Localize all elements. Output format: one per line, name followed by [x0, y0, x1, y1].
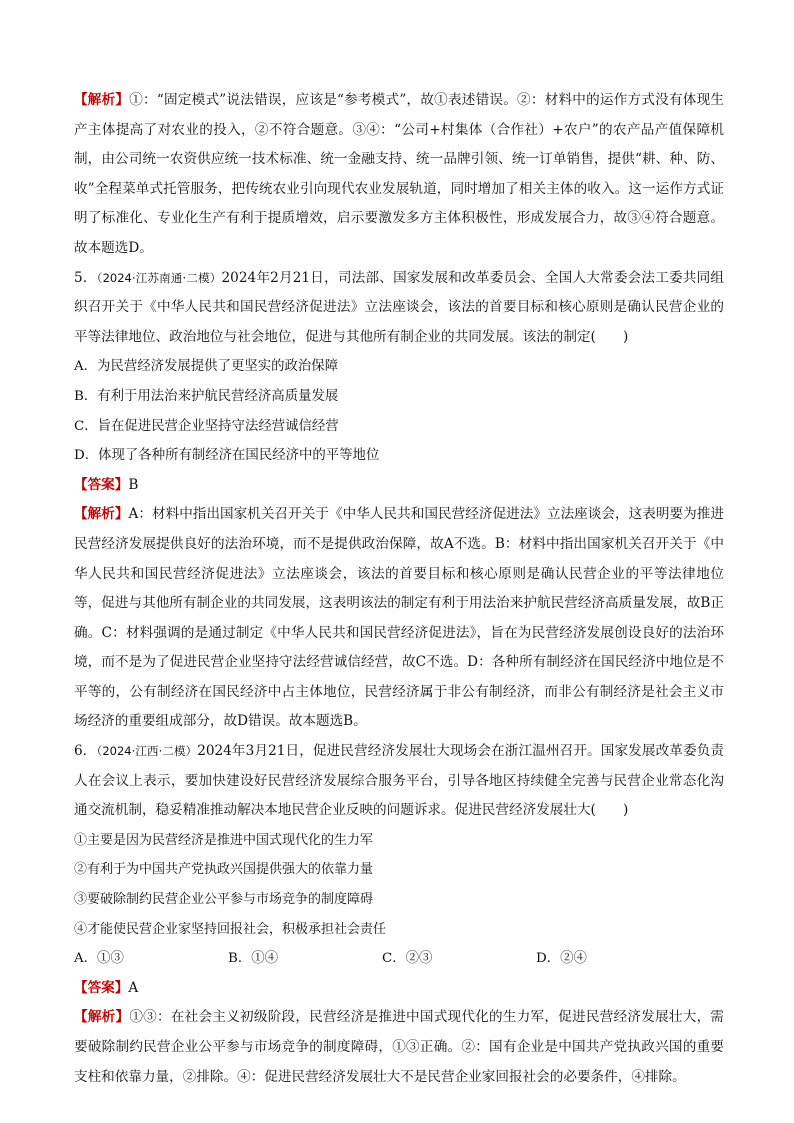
analysis-tag: 【解析】	[74, 92, 130, 108]
q6-statement-4: ④才能使民营企业家坚持回报社会，积极承担社会责任	[74, 921, 387, 937]
question-stem: 2024年3月21日，促进民营经济发展壮大现场会在浙江温州召开。国家发展改革委负责人在会议上表示，要加快建设好民营经济发展综合服务平台，引导各地区持续健全完善与民营企业常态化沟通交流机制，稳妥精准推动解决本地民营企业反映的问题诉求。促进民营经济发展壮大( )	[74, 743, 724, 819]
question-source: （2024·江西·二模）	[96, 744, 198, 759]
q6-analysis	[74, 1003, 724, 1092]
q6-option-a: A．①③	[74, 951, 124, 967]
q5-answer	[74, 471, 724, 501]
q6-answer	[74, 974, 724, 1004]
q6-stem	[74, 737, 724, 826]
q5-analysis	[74, 500, 724, 737]
q6-option-b: B．①④	[228, 951, 279, 967]
q6-statement-2: ②有利于为中国共产党执政兴国提供强大的依靠力量	[74, 862, 374, 878]
answer-tag: 【答案】	[74, 476, 129, 493]
q6-options	[74, 944, 724, 974]
question-number: 5．	[74, 269, 97, 286]
q4-analysis	[74, 86, 724, 264]
analysis-tag: 【解析】	[74, 1009, 130, 1026]
q5-option-c: C．旨在促进民营企业坚持守法经营诚信经营	[74, 418, 339, 434]
q5-stem	[74, 264, 724, 353]
q6-statement-3: ③要破除制约民营企业公平参与市场竞争的制度障碍	[74, 892, 374, 908]
answer-tag: 【答案】	[74, 979, 129, 996]
document-content	[74, 86, 724, 1092]
q5-option-d: D．体现了各种所有制经济在国民经济中的平等地位	[74, 448, 380, 464]
question-number: 6．	[74, 743, 97, 760]
question-stem: 2024年2月21日，司法部、国家发展和改革委员会、全国人大常委会法工委共同组织召开关于《中华人民共和国民营经济促进法》立法座谈会，该法的首要目标和核心原则是确认民营企业的平等法律地位、政治地位与社会地位，促进与其他所有制企业的共同发展。该法的制定( )	[74, 269, 724, 345]
q6-option-d: D．②④	[536, 951, 587, 967]
q5-option-b: B．有利于用法治来护航民营经济高质量发展	[74, 388, 339, 404]
answer-value: A	[128, 979, 139, 996]
analysis-tag: 【解析】	[74, 506, 129, 523]
answer-value: B	[128, 476, 139, 493]
q6-option-c: C．②③	[382, 951, 433, 967]
analysis-text: ①③：在社会主义初级阶段，民营经济是推进中国式现代化的生力军，促进民营经济发展壮大，需要破除制约民营企业公平参与市场竞争的制度障碍，①③正确。②：国有企业是中国共产党执政兴国的重要支柱和依靠力量，②排除。④：促进民营经济发展壮大不是民营企业家回报社会的必要条件，④排除。	[74, 1009, 725, 1085]
question-source: （2024·江苏南通·二模）	[96, 270, 222, 285]
q6-statement-1: ①主要是因为民营经济是推进中国式现代化的生力军	[74, 832, 374, 848]
analysis-text: A：材料中指出国家机关召开关于《中华人民共和国民营经济促进法》立法座谈会，这表明要为推进民营经济发展提供良好的法治环境，而不是提供政治保障，故A不选。B：材料中指出国家机关召开关于《中华人民共和国民营经济促进法》立法座谈会，该法的首要目标和核心原则是确认民营企业的平等法律地位等，促进与其他所有制企业的共同发展，这表明该法的制定有利于用法治来护航民营经济高质量发展，故B正确。C：材料强调的是通过制定《中华人民共和国民营经济促进法》，旨在为民营经济发展创设良好的法治环境，而不是为了促进民营企业坚持守法经营诚信经营，故C不选。D：各种所有制经济在国民经济中地位是不平等的，公有制经济在国民经济中占主体地位，民营经济属于非公有制经济，而非公有制经济是社会主义市场经济的重要组成部分，故D错误。故本题选B。	[74, 506, 724, 730]
q5-option-a: A．为民营经济发展提供了更坚实的政治保障	[74, 359, 339, 375]
analysis-text: ①：“固定模式”说法错误，应该是“参考模式”，故①表述错误。②：材料中的运作方式没有体现生产主体提高了对农业的投入，②不符合题意。③④：“公司+村集体（合作社）+农户”的农产品产值保障机制，由公司统一农资供应统一技术标准、统一金融支持、统一品牌引领、统一订单销售，提供“耕、种、防、收”全程菜单式托管服务，把传统农业引向现代农业发展轨道，同时增加了相关主体的收入。这一运作方式证明了标准化、专业化生产有利于提质增效，启示要激发多方主体积极性，形成发展合力，故③④符合题意。故本题选D。	[74, 92, 724, 256]
